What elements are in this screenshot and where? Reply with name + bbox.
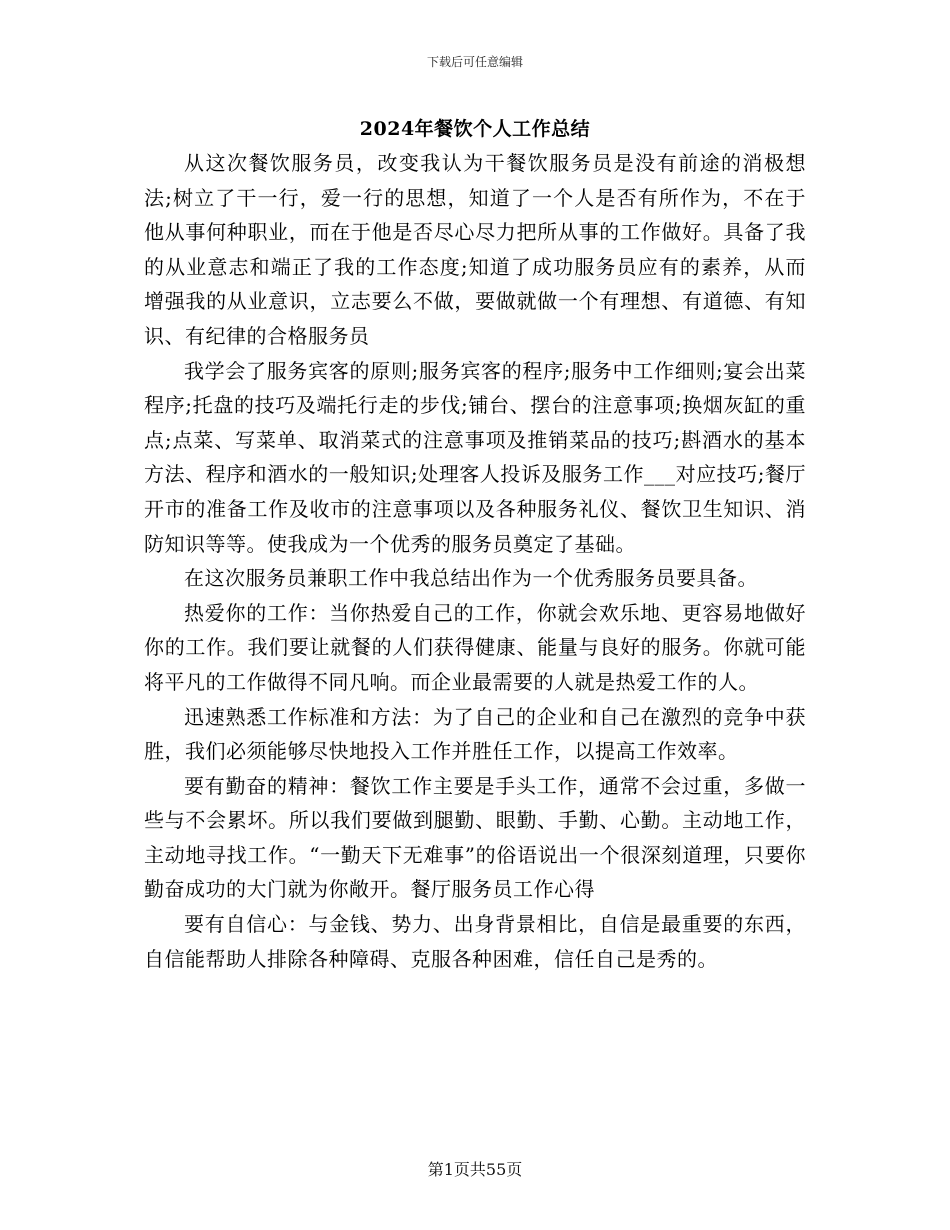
paragraph-7: 要有自信心：与金钱、势力、出身背景相比，自信是最重要的东西，自信能帮助人排除各种障碍、克服各种困难，信任自己是秀的。 (144, 912, 806, 971)
paragraph-3: 在这次服务员兼职工作中我总结出作为一个优秀服务员要具备。 (184, 566, 758, 591)
page-indicator: 第1页共55页 (427, 1160, 523, 1179)
paragraph-4: 热爱你的工作：当你热爱自己的工作，你就会欢乐地、更容易地做好你的工作。我们要让就餐的人们获得健康、能量与良好的服务。你就可能将平凡的工作做得不同凡响。而企业最需要的人就是热爱工作的人。 (144, 600, 806, 694)
paragraph-6: 要有勤奋的精神：餐饮工作主要是手头工作，通常不会过重，多做一些与不会累坏。所以我们要做到腿勤、眼勤、手勤、心勤。主动地工作，主动地寻找工作。“一勤天下无难事”的俗语说出一个很深刻道理，只要你勤奋成功的大门就为你敞开。餐厅服务员工作心得 (144, 773, 806, 902)
document-title: 2024年餐饮个人工作总结 (359, 118, 591, 140)
paragraph-1: 从这次餐饮服务员，改变我认为干餐饮服务员是没有前途的消极想法;树立了干一行，爱一行的思想，知道了一个人是否有所作为，不在于他从事何种职业，而在于他是否尽心尽力把所从事的工作做好。具备了我的从业意志和端正了我的工作态度;知道了成功服务员应有的素养，从而增强我的从业意识，立志要么不做，要做就做一个有理想、有道德、有知识、有纪律的合格服务员 (144, 151, 806, 348)
document-body (144, 146, 806, 976)
paragraph-5: 迅速熟悉工作标准和方法：为了自己的企业和自己在激烈的竞争中获胜，我们必须能够尽快地投入工作并胜任工作，以提高工作效率。 (144, 704, 806, 764)
paragraph-2: 我学会了服务宾客的原则;服务宾客的程序;服务中工作细则;宴会出菜程序;托盘的技巧及端托行走的步伐;铺台、摆台的注意事项;换烟灰缸的重点;点菜、写菜单、取消菜式的注意事项及推销菜品的技巧;斟酒水的基本方法、程序和酒水的一般知识;处理客人投诉及服务工作___对应技巧;餐厅开市的准备工作及收市的注意事项以及各种服务礼仪、餐饮卫生知识、消防知识等等。使我成为一个优秀的服务员奠定了基础。 (144, 358, 806, 556)
header-note: 下载后可任意编辑 (426, 55, 523, 69)
